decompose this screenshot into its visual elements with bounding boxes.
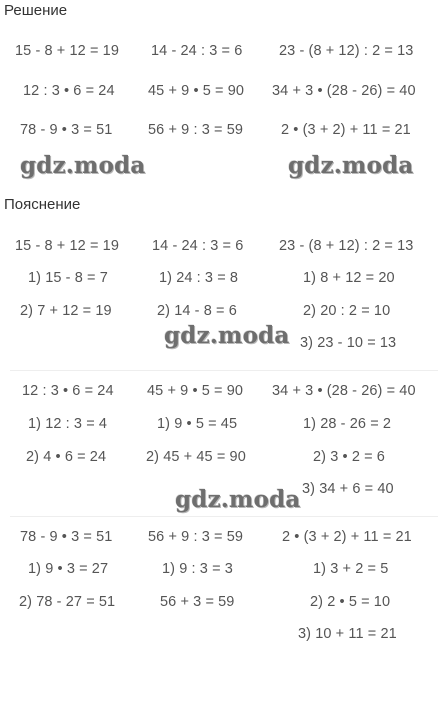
explanation-step: 3) 34 + 6 = 40 bbox=[302, 481, 394, 497]
explanation-step: 2) 45 + 45 = 90 bbox=[146, 449, 246, 465]
solution-expression: 15 - 8 + 12 = 19 bbox=[15, 43, 119, 59]
explanation-step: 1) 9 : 3 = 3 bbox=[162, 561, 233, 577]
explanation-step: 2) 20 : 2 = 10 bbox=[303, 303, 391, 319]
solution-expression: 78 - 9 • 3 = 51 bbox=[20, 122, 113, 138]
explanation-step: 2) 3 • 2 = 6 bbox=[313, 449, 385, 465]
explanation-step: 3) 23 - 10 = 13 bbox=[300, 335, 397, 351]
explanation-expression: 78 - 9 • 3 = 51 bbox=[20, 529, 113, 545]
explanation-step: 2) 7 + 12 = 19 bbox=[20, 303, 112, 319]
explanation-step: 56 + 3 = 59 bbox=[160, 594, 235, 610]
explanation-step: 1) 15 - 8 = 7 bbox=[28, 270, 108, 286]
explanation-step: 1) 12 : 3 = 4 bbox=[28, 416, 108, 432]
explanation-step: 1) 9 • 5 = 45 bbox=[157, 416, 238, 432]
explanation-expression: 2 • (3 + 2) + 11 = 21 bbox=[282, 529, 412, 545]
solution-expression: 45 + 9 • 5 = 90 bbox=[148, 83, 245, 99]
watermark: gdz.moda bbox=[20, 152, 146, 179]
solution-expression: 12 : 3 • 6 = 24 bbox=[23, 83, 115, 99]
heading-explanation: Пояснение bbox=[4, 196, 81, 213]
explanation-expression: 56 + 9 : 3 = 59 bbox=[148, 529, 244, 545]
watermark: gdz.moda bbox=[175, 486, 301, 513]
solution-expression: 23 - (8 + 12) : 2 = 13 bbox=[279, 43, 414, 59]
watermark: gdz.moda bbox=[288, 152, 414, 179]
explanation-step: 2) 78 - 27 = 51 bbox=[19, 594, 116, 610]
explanation-expression: 12 : 3 • 6 = 24 bbox=[22, 383, 114, 399]
divider bbox=[10, 516, 438, 517]
explanation-step: 2) 2 • 5 = 10 bbox=[310, 594, 391, 610]
explanation-step: 2) 4 • 6 = 24 bbox=[26, 449, 107, 465]
heading-solution: Решение bbox=[4, 2, 68, 19]
explanation-expression: 34 + 3 • (28 - 26) = 40 bbox=[272, 383, 416, 399]
explanation-expression: 45 + 9 • 5 = 90 bbox=[147, 383, 244, 399]
explanation-expression: 23 - (8 + 12) : 2 = 13 bbox=[279, 238, 414, 254]
divider bbox=[10, 370, 438, 371]
explanation-step: 1) 28 - 26 = 2 bbox=[303, 416, 392, 432]
explanation-step: 2) 14 - 8 = 6 bbox=[157, 303, 237, 319]
solution-expression: 34 + 3 • (28 - 26) = 40 bbox=[272, 83, 416, 99]
solution-expression: 2 • (3 + 2) + 11 = 21 bbox=[281, 122, 411, 138]
explanation-step: 1) 8 + 12 = 20 bbox=[303, 270, 395, 286]
explanation-step: 1) 9 • 3 = 27 bbox=[28, 561, 109, 577]
explanation-expression: 15 - 8 + 12 = 19 bbox=[15, 238, 119, 254]
explanation-step: 1) 3 + 2 = 5 bbox=[313, 561, 389, 577]
explanation-step: 1) 24 : 3 = 8 bbox=[159, 270, 239, 286]
solution-expression: 14 - 24 : 3 = 6 bbox=[151, 43, 243, 59]
watermark: gdz.moda bbox=[164, 322, 290, 349]
explanation-expression: 14 - 24 : 3 = 6 bbox=[152, 238, 244, 254]
solution-expression: 56 + 9 : 3 = 59 bbox=[148, 122, 244, 138]
explanation-step: 3) 10 + 11 = 21 bbox=[298, 626, 397, 642]
